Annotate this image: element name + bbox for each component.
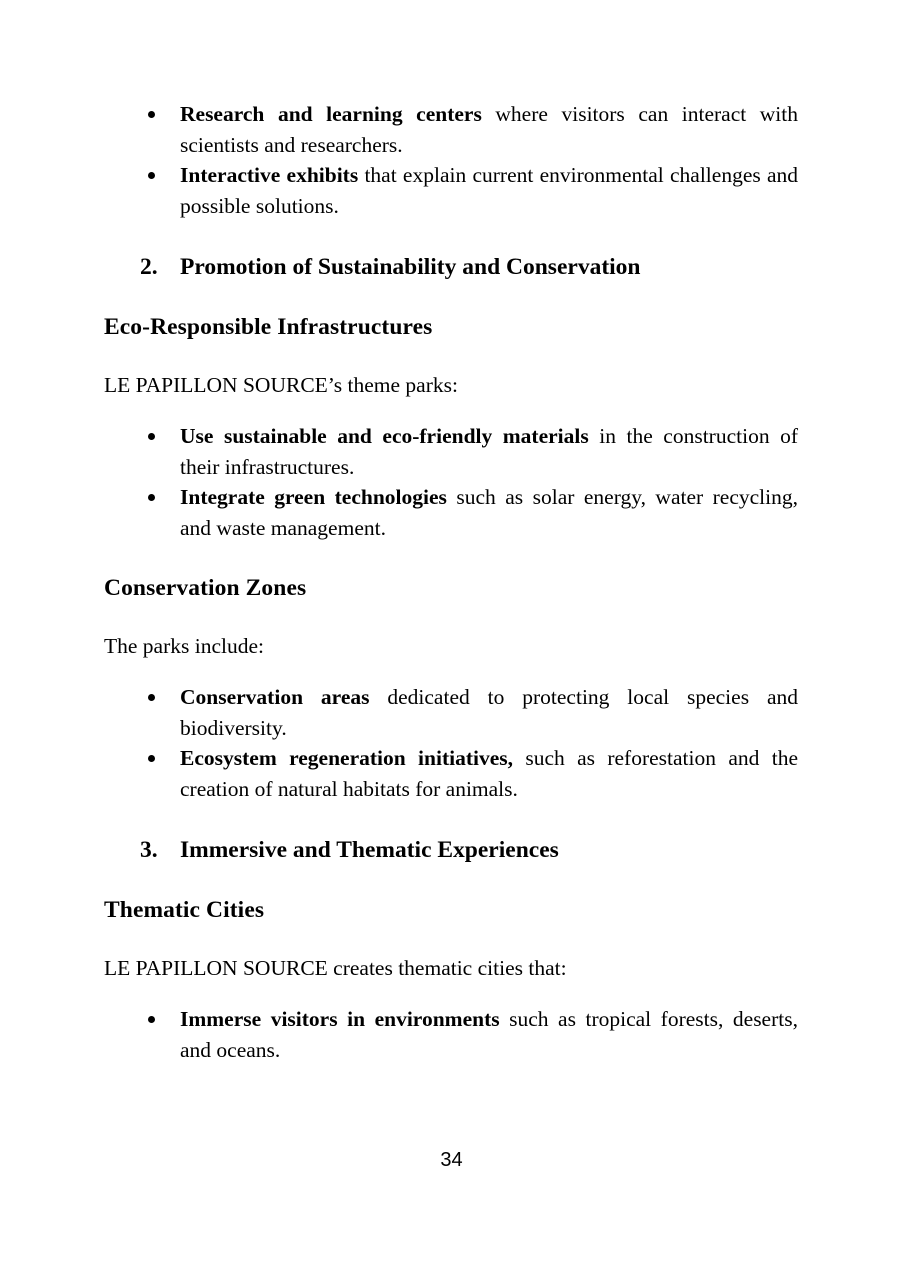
intro-paragraph-conservation: The parks include: bbox=[104, 634, 265, 658]
heading-text: Immersive and Thematic Experiences bbox=[180, 837, 559, 863]
bullet-list-thematic bbox=[104, 1004, 798, 1065]
list-item-bold-lead: Integrate green technologies bbox=[180, 485, 447, 509]
list-item-text: where visitors can interact with scientists and researchers. bbox=[180, 102, 798, 157]
list-item-text: that explain current environmental challenges and possible solutions. bbox=[180, 163, 799, 218]
list-item-text: such as reforestation and the creation of natural habitats for animals. bbox=[180, 746, 798, 801]
bullet-icon bbox=[146, 682, 156, 713]
list-item bbox=[104, 743, 798, 804]
bullet-list-research bbox=[104, 99, 798, 221]
numbered-heading-3 bbox=[104, 835, 798, 865]
list-item-bold-lead: Use sustainable and eco-friendly materials bbox=[180, 424, 589, 448]
list-item-bold-lead: Conservation areas bbox=[180, 685, 370, 709]
list-item bbox=[104, 99, 798, 160]
subheading-conservation-zones: Conservation Zones bbox=[104, 575, 307, 601]
bullet-icon bbox=[146, 160, 156, 191]
intro-paragraph-thematic: LE PAPILLON SOURCE creates thematic cities that: bbox=[104, 956, 567, 980]
list-item bbox=[104, 421, 798, 482]
bullet-list-eco-materials bbox=[104, 421, 798, 543]
bullet-icon bbox=[146, 99, 156, 130]
list-item bbox=[104, 682, 798, 743]
bullet-list-conservation bbox=[104, 682, 798, 804]
subheading-eco-responsible-infrastructures: Eco-Responsible Infrastructures bbox=[104, 314, 433, 340]
list-item bbox=[104, 160, 798, 221]
list-item bbox=[104, 1004, 798, 1065]
numbered-heading-2 bbox=[104, 252, 798, 282]
list-item-bold-lead: Research and learning centers bbox=[180, 102, 482, 126]
heading-text: Promotion of Sustainability and Conservation bbox=[180, 254, 641, 280]
bullet-icon bbox=[146, 482, 156, 513]
list-item bbox=[104, 482, 798, 543]
bullet-icon bbox=[146, 743, 156, 774]
page-number: 34 bbox=[440, 1149, 463, 1171]
list-item-bold-lead: Ecosystem regeneration initiatives, bbox=[180, 746, 513, 770]
list-item-text: such as solar energy, water recycling, and waste management. bbox=[180, 485, 798, 540]
bullet-icon bbox=[146, 1004, 156, 1035]
intro-paragraph-eco: LE PAPILLON SOURCE’s theme parks: bbox=[104, 373, 458, 397]
list-item-text: dedicated to protecting local species and biodiversity. bbox=[180, 685, 798, 740]
heading-number: 2. bbox=[140, 254, 158, 280]
bullet-icon bbox=[146, 421, 156, 452]
list-item-text: in the construction of their infrastructures. bbox=[180, 424, 798, 479]
subheading-thematic-cities: Thematic Cities bbox=[104, 897, 265, 923]
list-item-text: such as tropical forests, deserts, and oceans. bbox=[180, 1007, 798, 1062]
list-item-bold-lead: Immerse visitors in environments bbox=[180, 1007, 500, 1031]
page-content bbox=[104, 99, 798, 1065]
list-item-bold-lead: Interactive exhibits bbox=[180, 163, 359, 187]
heading-number: 3. bbox=[140, 837, 158, 863]
